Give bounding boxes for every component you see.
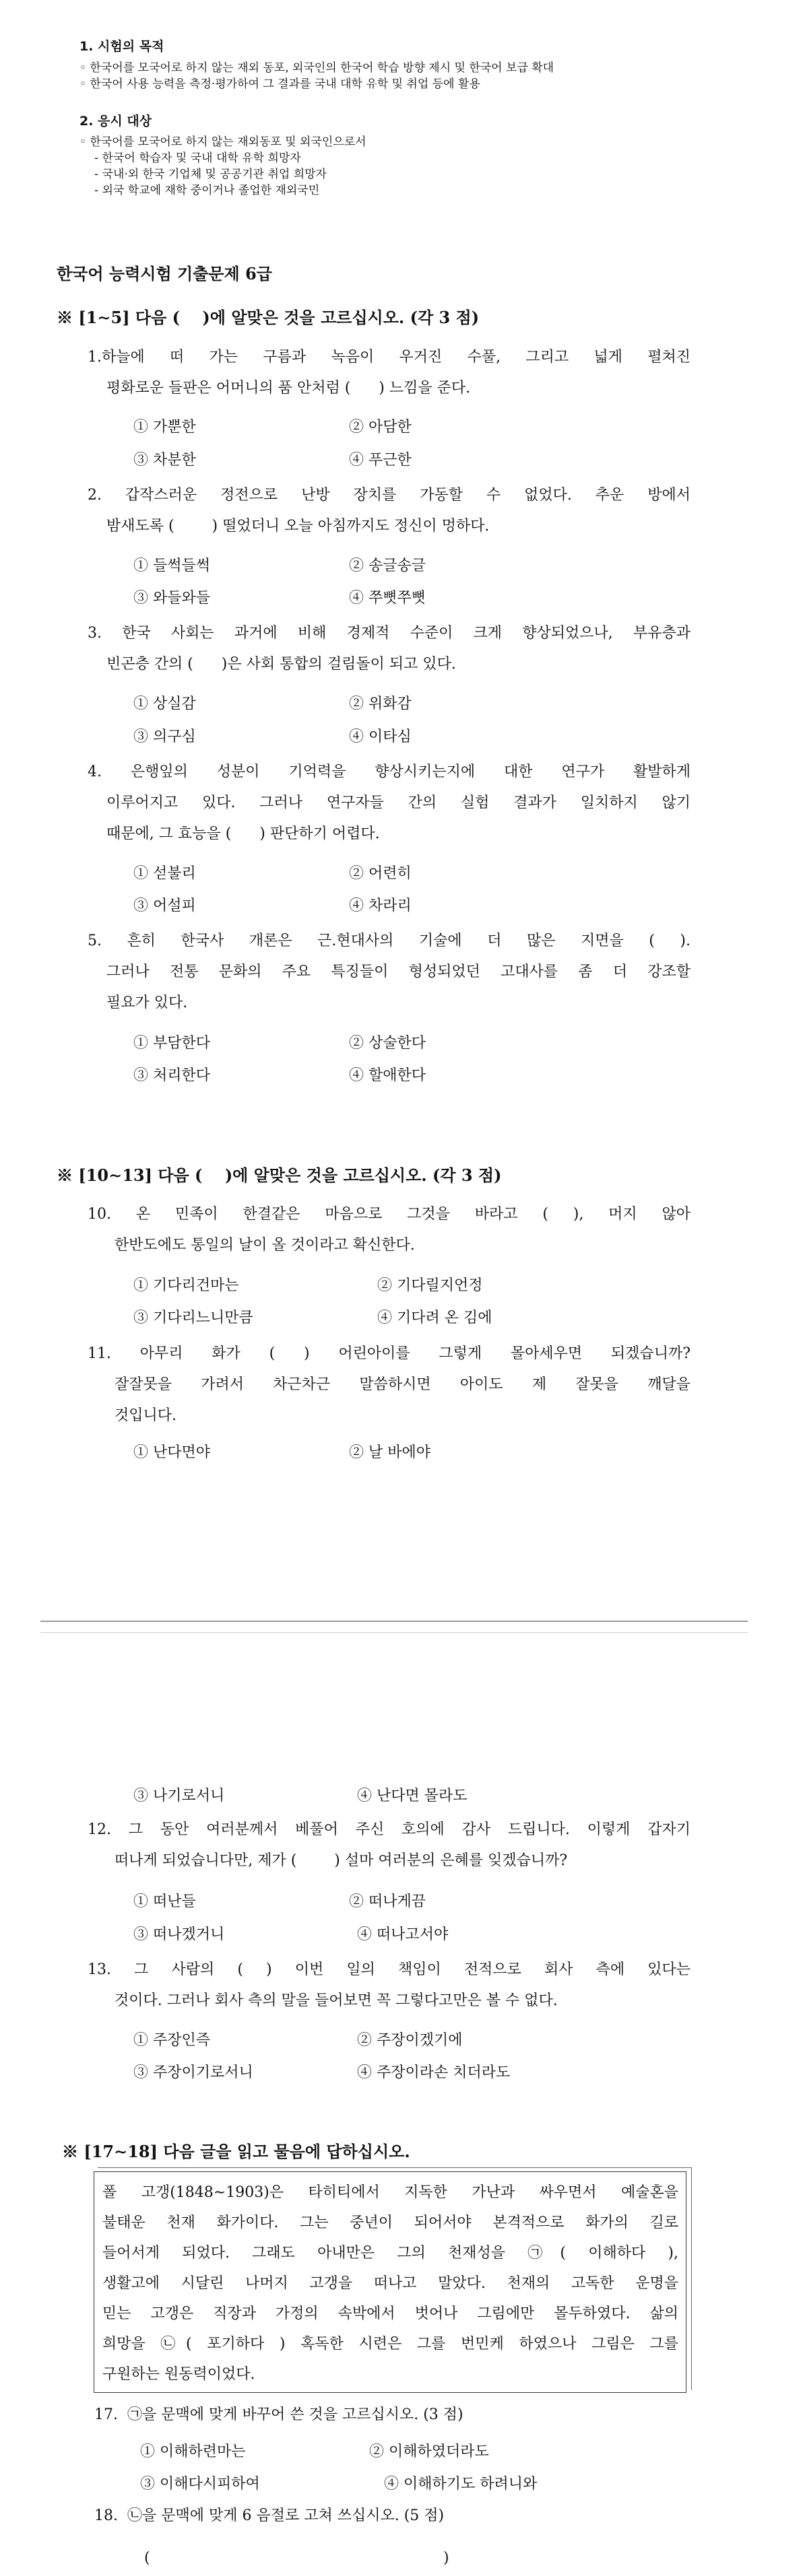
q11-option-1[interactable]: ① 난다면야 [133, 1444, 211, 1461]
question-4-line: 때문에, 그 효능을 ( ) 판단하기 어렵다. [106, 825, 380, 842]
q13-option-1[interactable]: ① 주장인즉 [133, 2032, 211, 2049]
question-10-line: 10. 온 민족이 한결같은 마음으로 그것을 바라고 ( ), 머지 않아 [88, 1206, 690, 1223]
question-11-line: 잘잘못을 가려서 차근차근 말씀하시면 아이도 제 잘못을 깨달을 [115, 1376, 690, 1393]
q17-option-4[interactable]: ④ 이해하기도 하려니와 [384, 2476, 538, 2493]
page-break-line [40, 1621, 748, 1622]
section-c-header: ※ [17∼18] 다음 글을 읽고 물음에 답하십시오. [62, 2142, 410, 2161]
intro-section2-item: - 한국어 학습자 및 국내 대학 유학 희망자 [94, 151, 301, 165]
q17-option-2[interactable]: ② 이해하였더라도 [369, 2443, 489, 2460]
q13-option-4[interactable]: ④ 주장이라손 치더라도 [357, 2064, 511, 2081]
question-11-line: 11. 아무리 화가 ( ) 어린아이를 그렇게 몰아세우면 되겠습니까? [88, 1345, 690, 1362]
passage-line: 희망을 ㉡( 포기하다 ) 혹독한 시련은 그를 번민케 하였으나 그림은 그를 [102, 2336, 678, 2352]
question-12-line: 12. 그 동안 여러분께서 베풀어 주신 호의에 감사 드립니다. 이렇게 갑자기 [88, 1821, 690, 1838]
question-2-line: 2. 갑작스러운 정전으로 난방 장치를 가동할 수 없었다. 추운 방에서 [88, 487, 690, 504]
passage-line: 들어서게 되었다. 그래도 아내만은 그의 천재성을 ㉠( 이해하다 ), [102, 2245, 678, 2262]
q10-option-4[interactable]: ④ 기다려 온 김에 [377, 1310, 492, 1326]
intro-section1-title: 1. 시험의 목적 [79, 39, 164, 54]
q10-option-2[interactable]: ② 기다릴지언정 [377, 1277, 483, 1294]
q5-option-1[interactable]: ① 부담한다 [133, 1035, 211, 1052]
q4-option-1[interactable]: ① 섣불리 [133, 865, 196, 882]
question-10-line: 한반도에도 통일의 날이 올 것이라고 확신한다. [115, 1237, 415, 1254]
question-5-line: 그러나 전통 문화의 주요 특징들이 형성되었던 고대사를 좀 더 강조할 [106, 963, 690, 980]
question-2-line: 밤새도록 ( ) 떨었더니 오늘 아침까지도 정신이 멍하다. [106, 518, 490, 535]
q12-option-4[interactable]: ④ 떠나고서야 [357, 1926, 449, 1943]
question-11-line: 것입니다. [115, 1407, 177, 1424]
q3-option-1[interactable]: ① 상실감 [133, 696, 196, 712]
question-4-line: 4. 은행잎의 성분이 기억력을 향상시키는지에 대한 연구가 활발하게 [88, 764, 690, 780]
q2-option-2[interactable]: ② 송글송글 [349, 557, 426, 574]
question-18-text: 18. ㉡을 문맥에 맞게 6 음절로 고쳐 쓰십시오. (5 점) [94, 2507, 445, 2524]
q5-option-2[interactable]: ② 상술한다 [349, 1035, 426, 1052]
q2-option-1[interactable]: ① 들썩들썩 [133, 557, 211, 574]
q1-option-4[interactable]: ④ 푸근한 [349, 452, 412, 469]
q4-option-3[interactable]: ③ 어설피 [133, 897, 196, 914]
q4-option-2[interactable]: ② 어련히 [349, 865, 412, 882]
q1-option-3[interactable]: ③ 차분한 [133, 452, 196, 469]
passage-line: 불태운 천재 화가이다. 그는 중년이 되어서야 본격적으로 화가의 길로 [102, 2214, 678, 2231]
q1-option-2[interactable]: ② 아담한 [349, 419, 412, 436]
q4-option-4[interactable]: ④ 차라리 [349, 897, 412, 914]
document-title: 한국어 능력시험 기출문제 6급 [57, 264, 272, 283]
section-b-header: ※ [10∼13] 다음 ( )에 알맞은 것을 고르십시오. (각 3 점) [57, 1165, 502, 1185]
intro-section2-item: - 국내·외 한국 기업체 및 공공기관 취업 희망자 [94, 168, 327, 181]
question-13-line: 13. 그 사람의 ( ) 이번 일의 책임이 전적으로 회사 측에 있다는 [88, 1961, 690, 1978]
passage-line: 믿는 고갱은 직장과 가정의 속박에서 벗어나 그림에만 몰두하였다. 삶의 [102, 2305, 678, 2322]
q2-option-4[interactable]: ④ 쭈뼛쭈뼛 [349, 590, 426, 607]
question-3-line: 빈곤층 간의 ( )은 사회 통합의 걸림돌이 되고 있다. [106, 656, 456, 673]
question-5-line: 필요가 있다. [106, 994, 188, 1011]
question-17-text: 17. ㉠을 문맥에 맞게 바꾸어 쓴 것을 고르십시오. (3 점) [94, 2406, 463, 2423]
q10-option-1[interactable]: ① 기다리건마는 [133, 1277, 239, 1294]
question-5-line: 5. 흔히 한국사 개론은 근.현대사의 기술에 더 많은 지면을 ( ). [88, 933, 690, 949]
question-1-line: 평화로운 들판은 어머니의 품 안처럼 ( ) 느낌을 준다. [106, 380, 471, 397]
q17-option-3[interactable]: ③ 이해다시피하여 [140, 2476, 260, 2493]
answer-close-paren: ) [443, 2550, 449, 2567]
q10-option-3[interactable]: ③ 기다리느니만큼 [133, 1310, 253, 1326]
q17-option-1[interactable]: ① 이해하련마는 [140, 2443, 246, 2460]
q12-option-3[interactable]: ③ 떠나겠거니 [133, 1926, 225, 1943]
question-3-line: 3. 한국 사회는 과거에 비해 경제적 수준이 크게 향상되었으나, 부유층과 [88, 625, 690, 642]
question-4-line: 이루어지고 있다. 그러나 연구자들 간의 실험 결과가 일치하지 않기 [106, 794, 690, 811]
passage-line: 폴 고갱(1848∼1903)은 타히티에서 지독한 가난과 싸우면서 예술혼을 [102, 2184, 678, 2201]
q12-option-2[interactable]: ② 떠나게끔 [349, 1893, 426, 1910]
q3-option-3[interactable]: ③ 의구심 [133, 728, 196, 745]
question-1-line: 1.하늘에 떠 가는 구름과 녹음이 우거진 수풀, 그리고 넓게 펼쳐진 [88, 349, 690, 366]
q2-option-3[interactable]: ③ 와들와들 [133, 590, 211, 607]
question-13-line: 것이다. 그러나 회사 측의 말을 들어보면 꼭 그렇다고만은 볼 수 없다. [115, 1992, 558, 2009]
question-12-line: 떠나게 되었습니다만, 제가 ( ) 설마 여러분의 은혜를 잊겠습니까? [115, 1852, 568, 1869]
q3-option-4[interactable]: ④ 이타심 [349, 728, 412, 745]
intro-section1-item: ◦ 한국어를 모국어로 하지 않는 재외 동포, 외국인의 한국어 학습 방향 제시 및 한국어 보급 확대 [79, 61, 554, 75]
intro-section2-item: ◦ 한국어를 모국어로 하지 않는 재외동포 및 외국인으로서 [79, 135, 366, 149]
q5-option-3[interactable]: ③ 처리한다 [133, 1067, 211, 1084]
page-break-line [40, 1632, 748, 1633]
q11-option-2[interactable]: ② 날 바에야 [349, 1444, 430, 1461]
q1-option-1[interactable]: ① 가뿐한 [133, 419, 196, 436]
q11-option-4[interactable]: ④ 난다면 몰라도 [357, 1788, 468, 1804]
q11-option-3[interactable]: ③ 나기로서니 [133, 1788, 225, 1804]
intro-section2-title: 2. 응시 대상 [79, 114, 152, 129]
q5-option-4[interactable]: ④ 할애한다 [349, 1067, 426, 1084]
q12-option-1[interactable]: ① 떠난들 [133, 1893, 196, 1910]
answer-open-paren: ( [144, 2550, 150, 2567]
intro-section1-item: ◦ 한국어 사용 능력을 측정·평가하여 그 결과를 국내 대학 유학 및 취업 등에 활용 [79, 77, 480, 91]
passage-line: 구원하는 원동력이었다. [102, 2366, 255, 2383]
q18-answer-field[interactable] [156, 2544, 439, 2568]
passage-line: 생활고에 시달린 나머지 고갱을 떠나고 말았다. 천재의 고독한 운명을 [102, 2275, 678, 2292]
intro-section2-item: - 외국 학교에 재학 중이거나 졸업한 재외국민 [94, 184, 320, 197]
q3-option-2[interactable]: ② 위화감 [349, 696, 412, 712]
section-a-header: ※ [1∼5] 다음 ( )에 알맞은 것을 고르십시오. (각 3 점) [57, 308, 480, 327]
q13-option-2[interactable]: ② 주장이겠기에 [357, 2032, 463, 2049]
q13-option-3[interactable]: ③ 주장이기로서니 [133, 2064, 253, 2081]
